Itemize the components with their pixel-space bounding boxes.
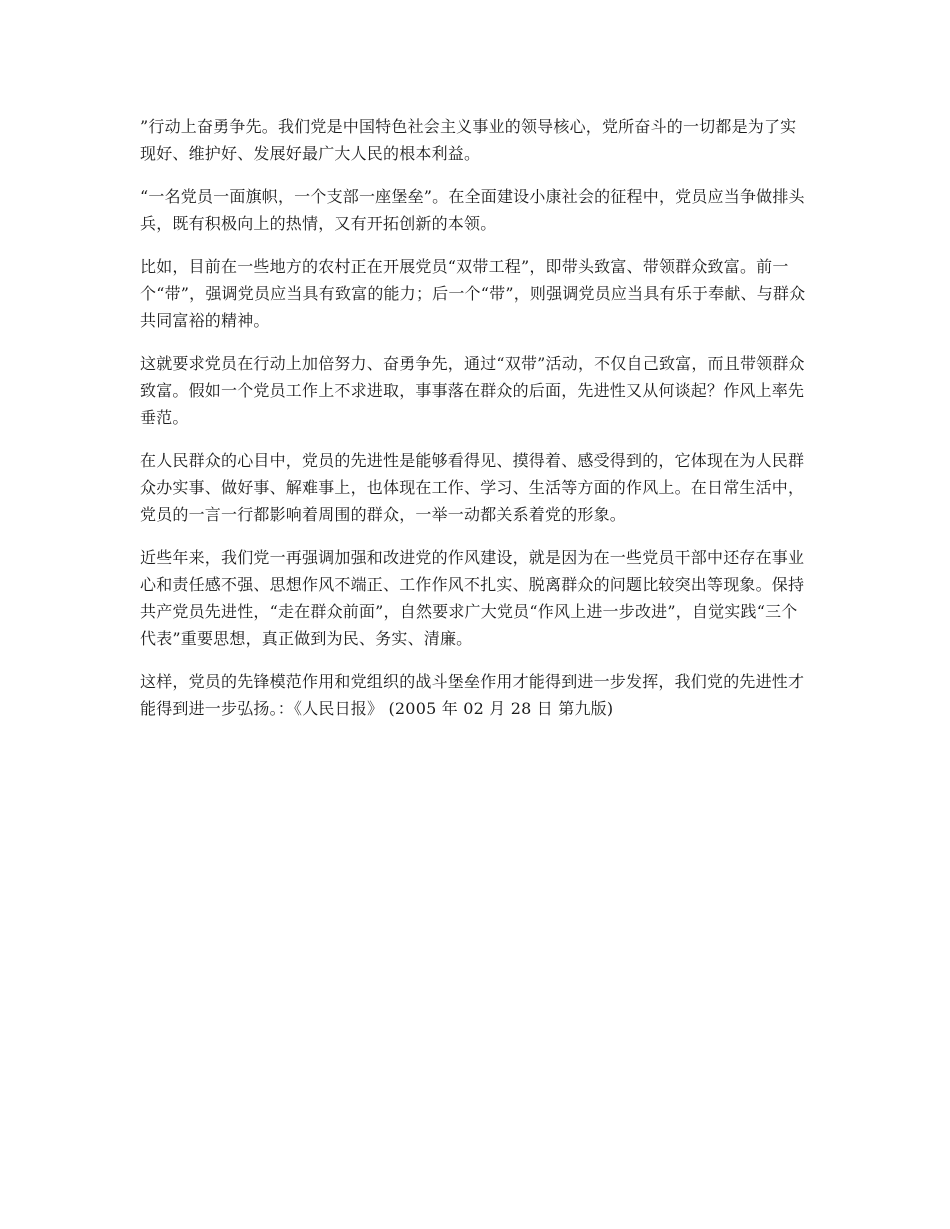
paragraph-7-source: 这样，党员的先锋模范作用和党组织的战斗堡垒作用才能得到进一步发挥，我们党的先进性才能得到进一步弘扬。：《人民日报》 (2005 年 02 月 28 日 第九版) [140, 672, 805, 718]
paragraph-5: 在人民群众的心目中，党员的先进性是能够看得见、摸得着、感受得到的，它体现在为人民群众办实事、做好事、解难事上，也体现在工作、学习、生活等方面的作风上。在日常生活中，党员的一言一行都影响着周围的群众，一举一动都关系着党的形象。 [140, 451, 805, 524]
paragraph-6: 近些年来，我们党一再强调加强和改进党的作风建设，就是因为在一些党员干部中还存在事业心和责任感不强、思想作风不端正、工作作风不扎实、脱离群众的问题比较突出等现象。保持共产党员先进性，“走在群众前面”，自然要求广大党员“作风上进一步改进”，自觉实践“三个代表”重要思想，真正做到为民、务实、清廉。 [140, 548, 805, 648]
article-body [140, 113, 810, 738]
paragraph-4: 这就要求党员在行动上加倍努力、奋勇争先，通过“双带”活动，不仅自己致富，而且带领群众致富。假如一个党员工作上不求进取，事事落在群众的后面，先进性又从何谈起？作风上率先垂范。 [140, 354, 805, 427]
paragraph-3: 比如，目前在一些地方的农村正在开展党员“双带工程”，即带头致富、带领群众致富。前一个“带”，强调党员应当具有致富的能力；后一个“带”，则强调党员应当具有乐于奉献、与群众共同富裕的精神。 [140, 257, 806, 330]
paragraph-2: “一名党员一面旗帜，一个支部一座堡垒”。在全面建设小康社会的征程中，党员应当争做排头兵，既有积极向上的热情，又有开拓创新的本领。 [140, 187, 805, 233]
paragraph-1: ”行动上奋勇争先。我们党是中国特色社会主义事业的领导核心，党所奋斗的一切都是为了实现好、维护好、发展好最广大人民的根本利益。 [140, 117, 797, 163]
